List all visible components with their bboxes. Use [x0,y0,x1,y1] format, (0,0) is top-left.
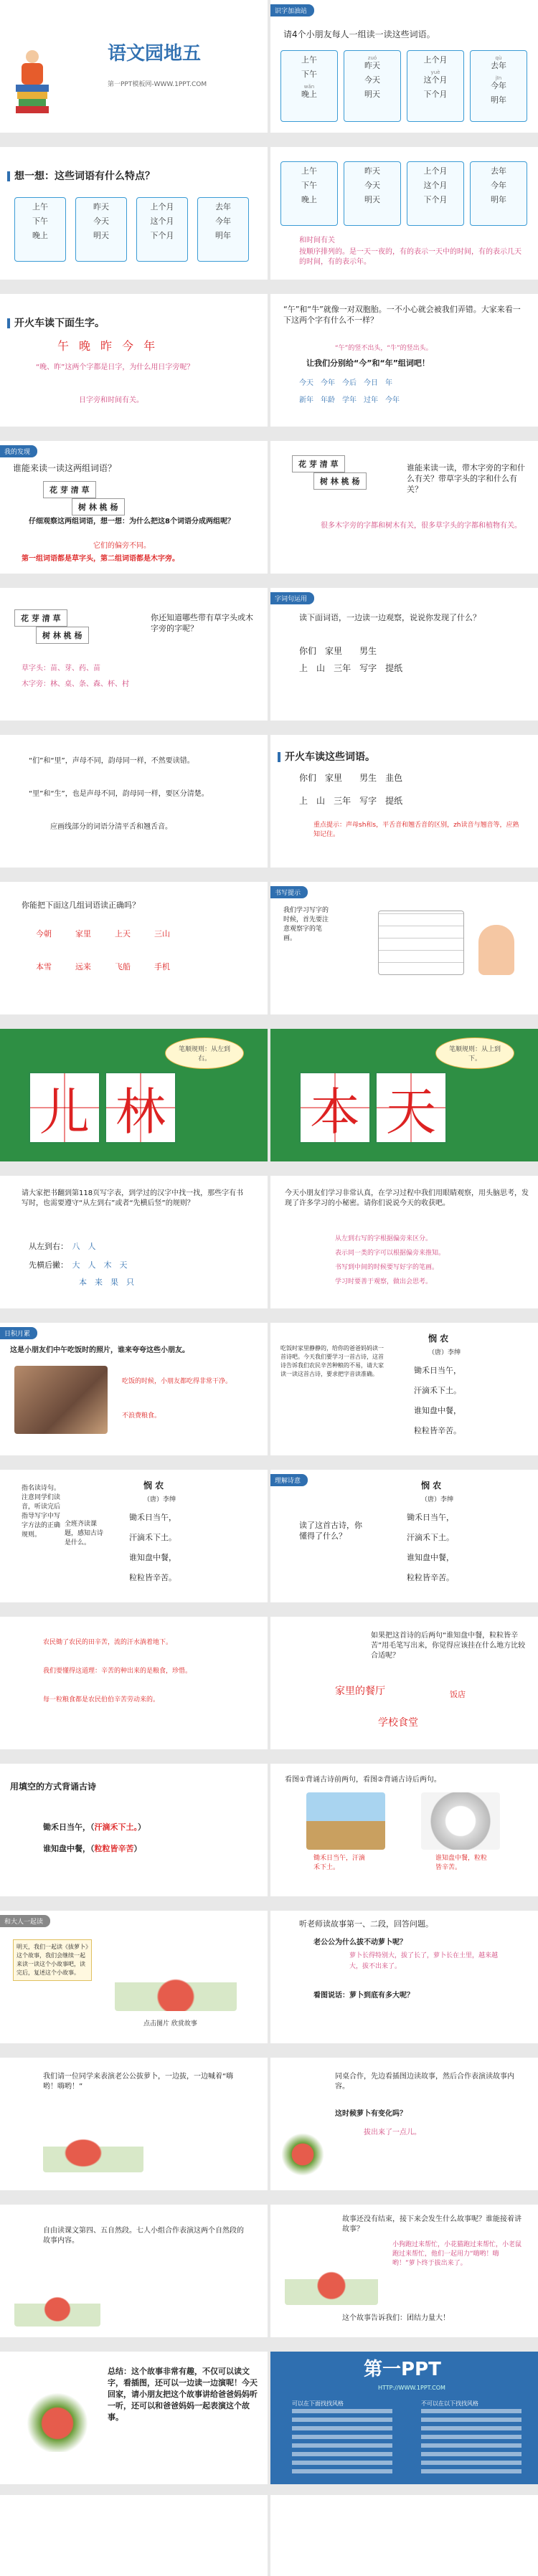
answer: 很多木字旁的字都和树木有关，很多草字头的字都和植物有关。 [321,522,522,530]
slide-19 [0,1323,268,1455]
radish-illustration [14,2269,100,2327]
question-2: 让我们分别给“今”和“年”组词吧！ [306,358,430,368]
char-grid [299,1072,451,1144]
point: 学习时要善于观察，做出会思考。 [335,1278,433,1285]
note-1: 农民锄了农民的田辛苦，流的汗水淌着地下。 [43,1639,173,1646]
poem-line: 谁知盘中餐， [414,1406,461,1415]
child-illustration [478,925,514,975]
slide-11 [0,735,268,868]
lunch-photo [14,1366,108,1434]
poem-line: 谁知盘中餐， [407,1553,454,1562]
place: 家里的餐厅 [335,1686,385,1697]
slide-tag: 书写提示 [270,886,308,898]
slide-30 [270,2058,538,2190]
slide-footer: 第一PPT模板网-WWW.1PPT.COM [108,81,207,88]
words-row: 上 山 三年 写字 提纸 [299,663,403,673]
rule-2-words: 本 来 果 只 [79,1278,134,1287]
slide-27 [0,1911,268,2043]
slide-22 [270,1470,538,1602]
words-row: 你们 家里 男生 韭色 [299,773,403,783]
rice-bowl-picture [421,1792,500,1850]
word-box: 树 林 桃 杨 [36,627,89,644]
slide-blank [0,2495,268,2576]
slide-12 [270,735,538,868]
link-list[interactable] [292,2409,392,2473]
word-card: qù 去年 jīn 今年 明年 [470,50,527,122]
place: 学校食堂 [378,1717,418,1729]
poem-line: 锄禾日当午， [129,1513,176,1522]
rule-2: 先横后撇： 大 人 木 天 [29,1260,128,1270]
mu-list: 木字旁：林、桌、条、森、杯、村 [22,680,129,688]
word-box: 花 芽 清 草 [14,609,67,627]
poem-line: 粒粒皆辛苦。 [129,1573,176,1582]
poem-line: 谁知盘中餐， [129,1553,176,1562]
slide-title: 开火车读这些词语。 [278,749,375,764]
slide-23 [0,1617,268,1749]
word-card: 上个月 yuè 这个月 下个月 [407,50,464,122]
left-text: 指名读诗句。注意同学们读音，听读完后指导写字中写字方法的正确规则。 [22,1485,61,1539]
rule-1: 从左到右： 八 人 [29,1242,96,1251]
question-2: 这时候萝卜有变化吗？ [335,2110,407,2118]
note-3: 应画线部分的词语分清平舌和翘舌音。 [50,823,172,831]
question: “午”和“牛”就像一对双胞胎。一不小心就会被我们弄错。大家来看一下这两个字有什么不一样？ [283,305,521,325]
slide-16 [270,1029,538,1161]
word-box: 树 林 桃 杨 [72,498,125,515]
point: 书写到中间的时候要写好字的笔画。 [335,1264,439,1271]
answer-1: 萝卜长得特别大，拔了长了，萝卜长在土里，越来越大，拔不出来了。 [349,1952,499,1970]
point: 表示同一类的字可以根据偏旁来推知。 [335,1250,445,1257]
word-card: zuó 昨天 今天 明天 [344,50,401,122]
answer: 它们的偏旁不同。 [93,542,151,550]
slide-15 [0,1029,268,1161]
slide-tag: 字词句运用 [270,592,314,604]
word-row: 今朝 家里 上天 三山 [36,929,170,938]
question: 故事还没有结束，接下来会发生什么故事呢？谁能接着讲故事？ [342,2215,522,2233]
slide-2 [270,0,538,133]
slide-32 [270,2205,538,2337]
slide-29 [0,2058,268,2190]
slide-tag: 日积月累 [0,1327,37,1339]
writing-grid-image [378,911,464,975]
slide-20 [270,1323,538,1455]
slide-7 [0,441,268,574]
words-row: 上 山 三年 写字 提纸 [299,796,403,806]
caption[interactable]: 点击图片 欣赏故事 [143,2020,197,2028]
slide-14 [270,882,538,1014]
words-row: 新年 年龄 学年 过年 今年 [299,396,400,404]
summary: 今天小朋友们学习非常认真，在学习过程中我们用眼睛观察，用头脑思考，发现了许多学习的小秘密。请你们说说今天的收获吧。 [285,1189,529,1207]
word-card: 昨天 今天 明天 [75,197,127,262]
link-list[interactable] [421,2409,522,2473]
question: 谁能来读一读，带木字旁的字和什么有关？带草字头的字和什么有关？ [407,463,525,494]
slide-25 [0,1764,268,1896]
poem-line: 汗滴禾下土。 [129,1533,176,1542]
answer: 吃饭的时候，小朋友都吃得非常干净。 [122,1378,232,1385]
cao-list: 草字头：苗、芽、药、苗 [22,665,100,672]
slide-26 [270,1764,538,1896]
poem-title: 悯 农 [143,1481,164,1491]
slide-13 [0,882,268,1014]
poem-line: 汗滴禾下土。 [414,1386,461,1395]
poem-author: （唐）李绅 [143,1496,176,1503]
fill-line: 锄禾日当午，（汗滴禾下土。） [43,1822,146,1832]
char-grid [29,1072,181,1144]
slide-title: 开火车读下面生字。 [7,315,105,330]
word-card: 上午 下午 晚上 [14,197,66,262]
slide-3 [0,147,268,280]
question: “晚、昨”这两个字都是日字，为什么用日字旁呢？ [36,363,194,371]
slide-18 [270,1176,538,1308]
slide-4 [270,147,538,280]
slide-28 [270,1911,538,2043]
word-card: 上个月 这个月 下个月 [136,197,188,262]
word-row: 本雪 远来 飞船 手机 [36,962,170,971]
radish-illustration [115,1939,237,2011]
slide-tag: 理解诗意 [270,1474,308,1486]
hint: 和时间有关 [299,237,335,244]
note: 重点提示：声母sh和s，平舌音和翘舌音的区别，zh读音与翘音等，应熟知记住。 [313,822,519,838]
answer-2: 第一组词语都是草字头，第二组词语都是木字旁。 [22,555,179,563]
summary: 总结：这个故事非常有趣，不仅可以读文字，看插图，还可以一边读一边演呢！今天回家，请小朋友把这个故事讲给爸爸妈妈听一听，还可以和爸爸妈妈一起表演这个故事。 [108,2367,258,2422]
hint-text: 我们学习写字的时候，首先要注意观察字的笔画。 [283,907,329,942]
tianzige-char: 本 [299,1072,371,1144]
answer: 拔出来了一点儿。 [364,2129,421,2137]
question: 读了这首古诗，你懂得了什么？ [299,1521,362,1541]
poem-line: 粒粒皆辛苦。 [414,1426,461,1435]
student-figure [16,50,49,115]
slide-17 [0,1176,268,1308]
rule-bubble: 笔顺规则：从上到下。 [435,1037,514,1069]
slide-title: 用填空的方式背诵古诗 [10,1782,97,1792]
rule-bubble: 笔顺规则：从左到右。 [165,1037,244,1069]
word-card: 去年 今年 明年 [197,197,249,262]
poem-line: 锄禾日当午， [407,1513,454,1522]
question: 你能把下面这几组词语读正确吗？ [22,900,140,910]
slide-tag: 我的发现 [0,445,37,457]
poem-line: 粒粒皆辛苦。 [407,1573,454,1582]
question: 同桌合作，先边看插图边读故事，然后合作表演读故事内容。 [335,2073,514,2091]
slide-blank [270,2495,538,2576]
story-bubble: 明天，我们一起读《拔萝卜》这个故事，我们会继续一起来读一读这个小故事吧，读完后，复述这个小故事。 [13,1939,92,1981]
question: 看图①背诵古诗前两句，看图②背诵古诗后两句。 [285,1776,441,1784]
farmer-picture [306,1792,385,1850]
point: 从左到右写的字根据偏旁来区分。 [335,1235,433,1242]
note: 按顺序排列的。是一天一夜的，有的表示一天中的时间，有的表示几天的时间，有的表示年。 [299,248,522,266]
slide-31 [0,2205,268,2337]
poem-line: 汗滴禾下土。 [407,1533,454,1542]
radish-illustration [43,2108,143,2172]
question: 这是小朋友们中午吃饭时的照片，谁来夸夸这些小朋友。 [10,1346,189,1354]
slide-title: 想一想：这些词语有什么特点？ [7,168,155,183]
caption-2: 谁知盘中餐，粒粒皆辛苦。 [435,1855,488,1871]
note-2: “里”和“生”，也是声母不同，韵母同一样，要区分清楚。 [29,790,209,798]
word-card: 上个月 这个月 下个月 [407,161,464,226]
question: 我们请一位同学来表演老公公拔萝卜，一边拔，一边喊着“嗨哟！嗨哟！” [43,2073,234,2091]
tianzige-char: 天 [375,1072,447,1144]
slide-34 [270,2352,538,2484]
word-card: 上午 下午 晚上 [280,161,338,226]
answer: 小狗跑过来帮忙，小花猫跑过来帮忙，小老鼠跑过来帮忙，他们一起用力“嗨哟！嗨哟！”萝卜终于拔出来了。 [392,2241,522,2267]
answer: 日字旁和时间有关。 [79,396,143,404]
tip: 全班齐读课题，感知古诗是什么。 [65,1521,104,1546]
poem-line: 锄禾日当午， [414,1366,461,1375]
word-box: 树 林 桃 杨 [313,472,367,490]
slide-tag: 识字加油站 [270,4,314,16]
poem-author: （唐）李绅 [428,1349,461,1356]
slide-9 [0,588,268,721]
column-title: 不可以在以下找找风格 [421,2400,478,2407]
word-card: 去年 今年 明年 [470,161,527,226]
slide-24 [270,1617,538,1749]
slide-5 [0,294,268,427]
poem-title: 悯 农 [428,1334,449,1344]
word-card: 昨天 今天 明天 [344,161,401,226]
radish-illustration [278,2129,328,2180]
slide-8 [270,441,538,574]
brand-url[interactable]: HTTP://WWW.1PPT.COM [378,2385,445,2391]
fill-line: 谁知盘中餐，（粒粒皆辛苦） [43,1844,142,1853]
prompt: 请4个小朋友每人一组读一读这些词语。 [283,29,435,39]
answer: 不浪费粮食。 [122,1412,161,1420]
question-2: 仔细观察这两组词语，想一想：为什么把这8个词语分成两组呢？ [29,518,235,526]
slide-tag: 和大人一起读 [0,1915,50,1927]
tianzige-char: 林 [105,1072,176,1144]
brand-logo: 第一PPT [364,2359,441,2380]
poem-author: （唐）李绅 [421,1496,454,1503]
question: 你还知道哪些带有草字头或木字旁的字呢？ [151,613,253,633]
slide-6 [270,294,538,427]
tianzige-char: 儿 [29,1072,100,1144]
question: 听老师读故事第一、二段，回答问题。 [299,1919,433,1929]
slide-10 [270,588,538,721]
question-2: 看图说话：萝卜到底有多大呢？ [313,1992,414,2000]
char-row: 午晚昨今年 [57,339,166,353]
intro: 吃饭时家里静静的，给你的爸爸妈妈读一首诗吧。今天我们要学习一首古诗，这首诗告诉我们农民辛苦种粮的不易，请大家读一读这首古诗，要求把字音读准确。 [280,1345,384,1377]
slide-title: 语文园地五 [108,43,202,65]
question: 谁能来读一读这两组词语？ [13,463,117,473]
slide-21 [0,1470,268,1602]
note: “午”的竖不出头，“牛”的竖出头。 [335,345,433,352]
radish-illustration [285,2240,378,2305]
slide-1-title [0,0,268,133]
question: 如果把这首诗的后两句“谁知盘中餐，粒粒皆辛苦”用毛笔写出来，你觉得应该挂在什么地方比较合适呢？ [371,1632,526,1660]
place: 饭店 [450,1690,466,1699]
word-box: 花 芽 清 草 [292,455,345,472]
intro: 请大家把书翻到第118页写字表，到学过的汉字中找一找，那些字有书写时，也需要遵守“从左到右”或者“先横后竖”的规则？ [22,1189,244,1207]
moral: 这个故事告诉我们：团结力量大！ [342,2314,450,2322]
caption-1: 锄禾日当午，汗滴禾下土。 [313,1855,366,1871]
column-title: 可以在下面找找风格 [292,2400,344,2407]
question: 读下面词语，一边读一边观察，说说你发现了什么？ [299,613,481,622]
note-2: 我们要懂得这道理：辛苦的种出来的是粮食，珍惜。 [43,1668,192,1675]
word-box: 花 芽 清 草 [43,481,96,498]
words-row: 今天 今年 今后 今日 年 [299,379,392,387]
slide-33 [0,2352,268,2484]
words-row: 你们 家里 男生 [299,646,377,656]
question: 自由读课文第四、五自然段。七人小组合作表演这两个自然段的故事内容。 [43,2227,244,2245]
word-card: 上午 下午 wǎn 晚上 [280,50,338,122]
poem-title: 悯 农 [421,1481,442,1491]
question-1: 老公公为什么拔不动萝卜呢？ [313,1939,407,1947]
note-3: 每一粒粮食都是农民伯伯辛苦劳动来的。 [43,1696,160,1703]
note-1: “们”和“里”，声母不同，韵母同一样，不然要读错。 [29,757,194,765]
radish-illustration [14,2380,100,2452]
